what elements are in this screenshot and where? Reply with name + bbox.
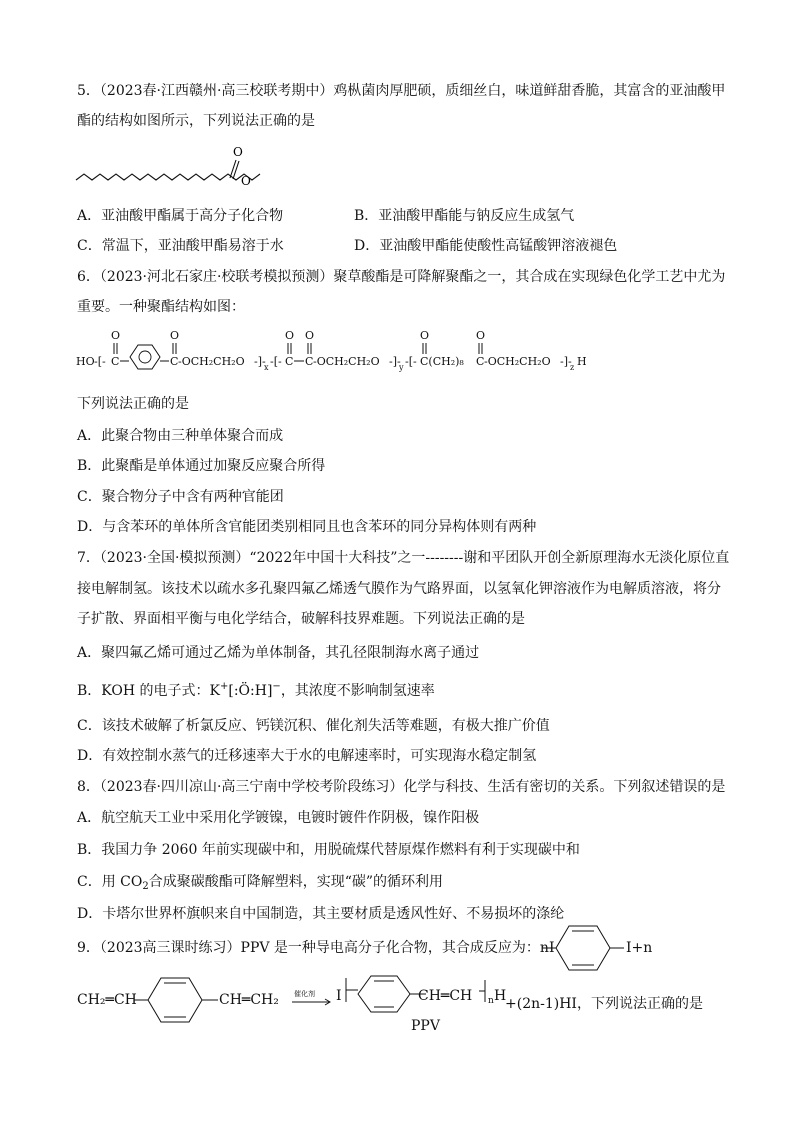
- ppv-iodine: I: [336, 988, 342, 1004]
- q9-stem: 9．（2023高三课时练习）PPV 是一种导电高分子化合物，其合成反应为：nI: [77, 940, 555, 956]
- q9-reaction-tail: +(2n-1)HI，下列说法正确的是: [505, 996, 703, 1012]
- svg-text:-[-: -[-: [405, 355, 417, 368]
- q7-stem-line2: 接电解制氢。该技术以疏水多孔聚四氟乙烯透气膜作为气路界面，以氢氧化钾溶液作为电解质溶液，将分: [77, 581, 721, 597]
- sub-y: y: [399, 363, 404, 372]
- diiodobenzene-ring: [542, 922, 624, 976]
- divinyl-right: CH═CH₂: [219, 992, 279, 1008]
- q6-stem-line1: 6．（2023·河北石家庄·校联考模拟预测）聚草酸酯是可降解聚酯之一，其合成在实现绿色化学工艺中尤为: [77, 269, 726, 285]
- carbonyl-o-4: O: [305, 329, 315, 342]
- carbonyl-o-1: O: [111, 329, 121, 342]
- q6-stem-line3: 下列说法正确的是: [77, 396, 189, 412]
- q5-option-d: D．亚油酸甲酯能使酸性高锰酸钾溶液褪色: [354, 238, 618, 254]
- divinyl-left: CH₂═CH: [77, 992, 137, 1008]
- ppv-label: PPV: [411, 1018, 440, 1034]
- ppv-n-subscript: n: [488, 996, 494, 1006]
- carbonyl-c-6: C: [476, 355, 485, 368]
- q8-option-d: D．卡塔尔世界杯旗帜来自中国制造，其主要材质是透风性好、不易损坏的涤纶: [77, 906, 565, 922]
- svg-text:-]-: -]-: [389, 355, 401, 368]
- q7-stem-line3: 子扩散、界面相平衡与电化学结合，破解科技界难题。下列说法正确的是: [77, 611, 525, 627]
- carbonyl-o-3: O: [285, 329, 295, 342]
- q8-option-c-suffix: 合成聚碳酸酯可降解塑料，实现“碳”的循环利用: [148, 874, 444, 890]
- sub-z: z: [570, 363, 575, 372]
- q6-stem-line2: 重要。一种聚酯结构如图：: [77, 299, 245, 315]
- carbonyl-o-6: O: [476, 329, 486, 342]
- q7-option-b-prefix: B．KOH 的电子式：: [77, 683, 210, 699]
- catalyst-label: 催化剂: [294, 990, 315, 998]
- q8-stem: 8．（2023春·四川凉山·高三宁南中学校考阶段练习）化学与科技、生活有密切的关系。下列叙述错误的是: [77, 779, 726, 795]
- ppv-end-h: H: [494, 988, 507, 1004]
- benzene-ring: [130, 345, 160, 369]
- q6-option-c: C．聚合物分子中含有两种官能团: [77, 489, 284, 505]
- q5-stem-line1: 5．（2023春·江西赣州·高三校联考期中）鸡枞菌肉厚肥硕，质细丝白，味道鲜甜香脆，其富含的亚油酸甲: [77, 83, 726, 99]
- polyester-structure: [74, 328, 594, 372]
- carbonyl-o-5: O: [420, 329, 430, 342]
- sub-x: x: [264, 363, 269, 372]
- q5-option-b: B．亚油酸甲酯能与钠反应生成氢气: [354, 208, 575, 224]
- q5-option-a: A．亚油酸甲酯属于高分子化合物: [77, 208, 284, 224]
- segment-4: -OCH₂CH₂O: [484, 355, 551, 368]
- q5-stem-line2: 酯的结构如图所示，下列说法正确的是: [77, 113, 315, 129]
- q7-option-d: D．有效控制水蒸气的迁移速率大于水的电解速率时，可实现海水稳定制氢: [77, 748, 537, 764]
- segment-2: -OCH₂CH₂O: [313, 355, 380, 368]
- q7-stem-line1: 7．（2023·全国·模拟预测）“2022年中国十大科技”之一--------谢和平团队开创全新原理海水无淡化原位直: [77, 550, 730, 566]
- q6-option-a: A．此聚合物由三种单体聚合而成: [77, 428, 284, 444]
- end-h: H: [577, 355, 587, 368]
- ppv-vinylene: CH═CH: [418, 988, 473, 1004]
- hydroxide-formula: [:Ö:H]: [228, 683, 273, 699]
- carbonyl-c-3: C: [285, 355, 294, 368]
- q6-option-d: D．与含苯环的单体所含官能团类别相同且也含苯环的同分异构体则有两种: [77, 519, 537, 535]
- q7-option-b: B．KOH 的电子式：K+[:Ö:H]−，其浓度不影响制氢速率: [77, 681, 435, 699]
- carbonyl-c-2: C: [170, 355, 179, 368]
- q5-option-c: C．常温下，亚油酸甲酯易溶于水: [77, 238, 284, 254]
- ho-label: HO: [76, 355, 95, 368]
- segment-3: C(CH₂)₈: [420, 355, 464, 368]
- q6-option-b: B．此聚酯是单体通过加聚反应聚合所得: [77, 458, 326, 474]
- q8-option-c: [77, 872, 443, 897]
- q8-option-c-prefix: C．用 CO: [77, 874, 143, 890]
- carbonyl-o-2: O: [170, 329, 180, 342]
- co2-subscript: 2: [142, 881, 149, 892]
- q8-option-b: B．我国力争 2060 年前实现碳中和，用脱硫煤代替原煤作燃料有利于实现碳中和: [77, 842, 580, 858]
- svg-text:-[-: -[-: [94, 355, 106, 368]
- potassium-symbol: K: [209, 683, 220, 699]
- carbonyl-oxygen: O: [233, 145, 243, 159]
- ester-oxygen: O: [241, 174, 251, 188]
- q7-option-a: A．聚四氟乙烯可通过乙烯为单体制备，其孔径限制海水离子通过: [77, 645, 480, 661]
- reaction-arrow: [292, 998, 334, 1006]
- q9-i-plus-n: I+n: [626, 940, 653, 956]
- carbonyl-c-1: C: [111, 355, 120, 368]
- methyl-linoleate-structure: [74, 142, 274, 188]
- svg-text:-]-: -]-: [560, 355, 572, 368]
- svg-text:-[-: -[-: [270, 355, 282, 368]
- carbonyl-c-4: C: [305, 355, 314, 368]
- q7-option-c: C．该技术破解了析氯反应、钙镁沉积、催化剂失活等难题，有极大推广价值: [77, 718, 550, 734]
- q8-option-a: A．航空航天工业中采用化学镀镍，电镀时镀件作阴极，镍作阳极: [77, 810, 480, 826]
- divinylbenzene-ring: [134, 974, 218, 1028]
- svg-text:-]-: -]-: [254, 355, 266, 368]
- segment-1: -OCH₂CH₂O: [178, 355, 245, 368]
- q7-option-b-suffix: ，其浓度不影响制氢速率: [280, 683, 435, 699]
